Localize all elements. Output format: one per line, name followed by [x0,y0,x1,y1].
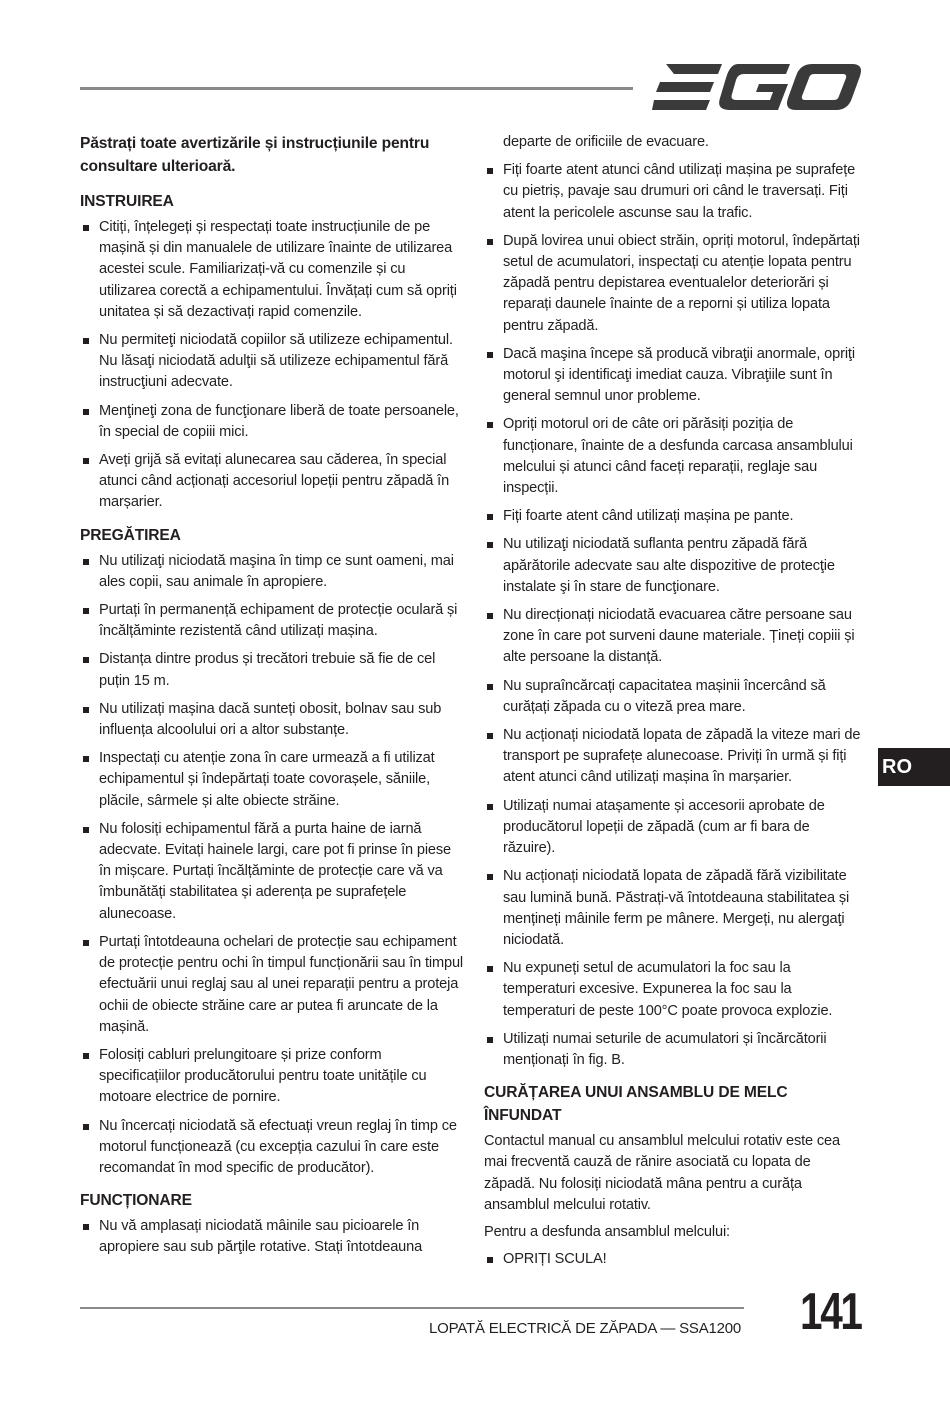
header-rule [80,87,633,90]
page-number: 141 [800,1283,861,1341]
list-item: Nu folosiți echipamentul fără a purta haine de iarnă adecvate. Evitați hainele largi, care pot fi prinse în piese în mișcare. Purtați încălțăminte de protecție care vă va îmbunătăți stabilitatea și aderența pe suprafețele alunecoase. [80,819,463,925]
list-item: Purtați întotdeauna ochelari de protecție sau echipament de protecție pentru ochi în timpul funcționării sau în timpul efectuării unui reglaj sau al unei reparații pentru a proteja ochii de obiecte străine care ar putea fi aruncate de la mașină. [80,932,463,1038]
list-item: Nu încercați niciodată să efectuați vreun reglaj în timp ce motorul funcționează (cu excepția cazului în care este recomandat în mod specific de producător). [80,1116,463,1180]
list-item: Nu acționați niciodată lopata de zăpadă fără vizibilitate sau lumină bună. Păstrați-vă întotdeauna stabilitatea și mențineți mâinile ferm pe mânere. Mergeți, nu alergaţi niciodată. [484,866,864,951]
left-column [80,132,463,1266]
list-item: Dacă maşina începe să producă vibraţii anormale, opriţi motorul şi identificaţi imediat cauza. Vibraţiile sunt în general semnul unor probleme. [484,344,864,408]
paragraph: Pentru a desfunda ansamblul melcului: [484,1223,730,1240]
list-item: Purtați în permanență echipament de protecție oculară și încălțăminte rezistentă când utilizați mașina. [80,600,463,642]
list-item: Nu utilizați mașina dacă sunteți obosit, bolnav sau sub influența alcoolului ori a altor substanțe. [80,699,463,741]
list-item: Menţineţi zona de funcţionare liberă de toate persoanele, în special de copiii mici. [80,401,463,443]
curatarea-list [484,1249,864,1270]
list-item: Opriți motorul ori de câte ori părăsiți poziția de funcționare, înainte de a desfunda carcasa ansamblului melcului și atunci când faceți reparații, reglaje sau inspecții. [484,414,864,499]
list-item: Aveți grijă să evitați alunecarea sau căderea, în special atunci când acționați accesoriul lopeții pentru zăpadă în marșarier. [80,450,463,514]
list-item: Distanța dintre produs și trecători trebuie să fie de cel puțin 15 m. [80,649,463,691]
list-item: Citiți, înțelegeți și respectați toate instrucțiunile de pe mașină și din manualele de utilizare înainte de utilizarea acestei scule. Familiarizați-vă cu comenzile și cu utilizarea corectă a echipamentului. Învățați cum să opriți unitatea și să dezactivați rapid comenzile. [80,217,463,323]
list-item: Nu vă amplasați niciodată mâinile sau picioarele în apropiere sau sub părţile rotative. Stați întotdeauna [80,1216,463,1258]
footer-rule [80,1307,744,1309]
list-item: Utilizați numai atașamente și accesorii aprobate de producătorul lopeții de zăpadă (cum ar fi bara de răzuire). [484,796,864,860]
ego-logo [652,62,862,114]
list-item: Nu utilizaţi niciodată suflanta pentru zăpadă fără apărătorile adecvate sau alte dispozitive de protecţie instalate şi în stare de funcţionare. [484,534,864,598]
list-item: Fiți foarte atent când utilizați mașina pe pante. [484,506,864,527]
pregatirea-list [80,551,463,1179]
section-heading-curatarea: CURĂȚAREA UNUI ANSAMBLU DE MELC ÎNFUNDAT [484,1084,788,1125]
list-item: Inspectați cu atenție zona în care urmează a fi utilizat echipamentul și îndepărtați toate covorașele, săniile, plăcile, sârmele și alte obiecte străine. [80,748,463,812]
functionare-list [80,1216,463,1258]
list-item: Nu permiteţi niciodată copiilor să utilizeze echipamentul. Nu lăsaţi niciodată adulţii să utilizeze echipamentul fără instrucţiuni adecvate. [80,330,463,394]
list-item-continuation: departe de orificiile de evacuare. [503,134,709,150]
functionare-list-continued [484,132,864,1071]
list-item: După lovirea unui obiect străin, opriți motorul, îndepărtați setul de acumulatori, inspectați cu atenție lopata pentru zăpadă pentru depistarea eventualelor deteriorări și reparați daunele înainte de a reporni și utiliza lopata pentru zăpadă. [484,231,864,337]
list-item: OPRIȚI SCULA! [484,1249,864,1270]
list-item: Utilizați numai seturile de acumulatori și încărcătorii menționați în fig. B. [484,1029,864,1071]
section-heading-pregatirea: PREGĂTIREA [80,526,181,544]
instruirea-list [80,217,463,514]
list-item: Nu expuneți setul de acumulatori la foc sau la temperaturi excesive. Expunerea la foc sau la temperaturi de peste 100°C poate provoca explozie. [484,958,864,1022]
footer-product-title: LOPATĂ ELECTRICĂ DE ZĂPADA — SSA1200 [429,1320,742,1337]
language-tab: RO [878,748,950,786]
intro-text: Păstrați toate avertizările și instrucțiunile pentru consultare ulterioară. [80,135,430,175]
list-item: Fiți foarte atent atunci când utilizați mașina pe suprafețe cu pietriș, pavaje sau drumuri ori când le traversați. Fiți atent la pericolele ascunse sau la trafic. [484,160,864,224]
section-heading-functionare: FUNCȚIONARE [80,1192,192,1210]
list-item: Nu acționați niciodată lopata de zăpadă la viteze mari de transport pe suprafețe alunecoase. Priviți în urmă și fiți atent atunci când utilizați mașina în marșarier. [484,725,864,789]
list-item: Nu direcționați niciodată evacuarea către persoane sau zone în care pot surveni daune materiale. Țineți copiii și alte persoane la distanță. [484,605,864,669]
paragraph: Contactul manual cu ansamblul melcului rotativ este cea mai frecventă cauză de rănire asociată cu lopata de zăpadă. Nu folosiți niciodată mâna pentru a curăța ansamblul melcului rotativ. [484,1133,840,1213]
list-item: Nu utilizaţi niciodată maşina în timp ce sunt oameni, mai ales copii, sau animale în apropiere. [80,551,463,593]
section-heading-instruirea: INSTRUIREA [80,193,174,210]
right-column [484,132,864,1277]
list-item: Folosiți cabluri prelungitoare și prize conform specificațiilor producătorului pentru toate unitățile cu motoare electrice de pornire. [80,1045,463,1109]
list-item: Nu supraîncărcați capacitatea mașinii încercând să curățați zăpada cu o viteză prea mare. [484,676,864,718]
